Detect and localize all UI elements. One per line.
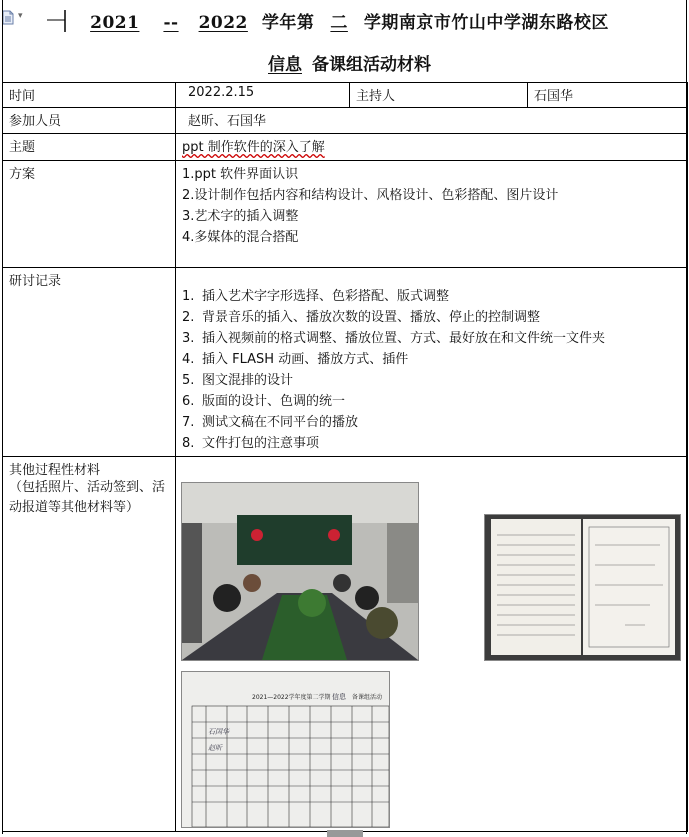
- title-mid: 学年第: [261, 13, 315, 33]
- list-item: 7. 测试文稿在不同平台的播放: [182, 415, 359, 430]
- list-item: 2. 背景音乐的插入、播放次数的设置、播放、停止的控制调整: [182, 310, 541, 325]
- sheet-subject: 信息: [332, 693, 346, 701]
- record-list: [182, 286, 681, 454]
- time-label: 时间: [3, 83, 176, 108]
- topic-label: 主题: [3, 134, 176, 161]
- table-row: [3, 134, 688, 161]
- record-cell: [176, 268, 688, 457]
- sheet-name: 石国华: [208, 728, 229, 736]
- participants-label: 参加人员: [3, 108, 176, 134]
- time-value: 2022.2.15: [176, 83, 350, 108]
- other-label-cell: [3, 457, 176, 832]
- year-end: 2022: [198, 13, 248, 33]
- plan-item: 4.多媒体的混合搭配: [182, 230, 299, 245]
- notebook-photo: [484, 514, 681, 661]
- signin-sheet-photo: [181, 671, 390, 828]
- plan-item: 2.设计制作包括内容和结构设计、风格设计、色彩搭配、图片设计: [182, 188, 559, 203]
- other-label: 其他过程性材料: [9, 463, 101, 478]
- scroll-thumb[interactable]: [327, 830, 363, 837]
- meeting-photo: [181, 482, 419, 661]
- document-title: [0, 8, 689, 33]
- list-item: 4. 插入 FLASH 动画、播放方式、插件: [182, 352, 409, 367]
- plan-item: 1.ppt 软件界面认识: [182, 167, 299, 182]
- chevron-down-icon[interactable]: ▾: [18, 11, 23, 21]
- participants-value: 赵昕、石国华: [176, 108, 688, 134]
- plan-label: 方案: [3, 161, 176, 268]
- list-item: 8. 文件打包的注意事项: [182, 436, 320, 451]
- list-item: 3. 插入视频前的格式调整、播放位置、方式、最好放在和文件统一文件夹: [182, 331, 606, 346]
- year-start: 2021: [90, 13, 140, 33]
- record-label: 研讨记录: [3, 268, 176, 457]
- sheet-title: 2021—2022学年度第二学期: [252, 694, 331, 701]
- sheet-name: 赵昕: [208, 744, 222, 752]
- table-row: [3, 161, 688, 268]
- host-value: 石国华: [528, 83, 688, 108]
- sheet-suffix: 备课组活动: [352, 694, 383, 701]
- subject: 信息: [268, 55, 302, 75]
- document-subtitle: [0, 50, 689, 75]
- group-title: 备课组活动材料: [312, 55, 431, 75]
- semester: 二: [330, 13, 348, 33]
- list-item: 1. 插入艺术字字形选择、色彩搭配、版式调整: [182, 289, 450, 304]
- plan-item: 3.艺术字的插入调整: [182, 209, 299, 224]
- title-suffix: 学期南京市竹山中学湖东路校区: [363, 13, 609, 33]
- table-row: [3, 268, 688, 457]
- topic-text: ppt 制作软件的深入了解: [182, 140, 325, 155]
- table-row: [3, 83, 688, 108]
- other-note: （包括照片、活动签到、活动报道等其他材料等）: [9, 480, 166, 515]
- table-row: [3, 108, 688, 134]
- topic-value: [176, 134, 688, 161]
- host-label: 主持人: [350, 83, 528, 108]
- plan-cell: [176, 161, 688, 268]
- list-item: 5. 图文混排的设计: [182, 373, 294, 388]
- year-dash: --: [163, 13, 179, 33]
- list-item: 6. 版面的设计、色调的统一: [182, 394, 346, 409]
